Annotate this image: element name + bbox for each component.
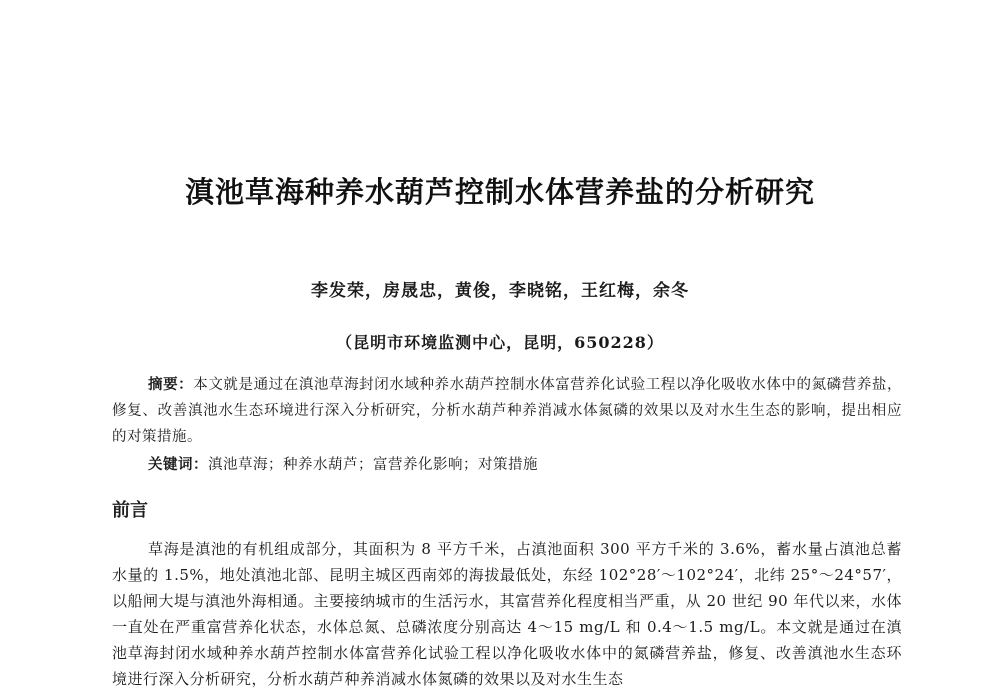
abstract-paragraph (112, 372, 902, 450)
keywords-text: 滇池草海；种养水葫芦；富营养化影响；对策措施 (208, 457, 538, 473)
paper-affiliation: （昆明市环境监测中心，昆明，650228） (336, 333, 664, 352)
preface-body-text: 草海是滇池的有机组成部分，其面积为 8 平方千米，占滇池面积 300 平方千米的 3.6%，蓄水量占滇池总蓄水量的 1.5%，地处滇池北部、昆明主城区西南郊的海拔最低处，东经 102°28′～102°24′，北纬 25°～24°57′，以船闸大堤与滇池外海相通。主要接纳城市的生活污水，其富营养化程度相当严重，从 20 世纪 90 年代以来，水体一直处在严重富营养化状态，水体总氮、总磷浓度分别高达 4～15 mg/L 和 0.4～1.5 mg/L。本文就是通过在滇池草海封闭水域种养水葫芦控制水体富营养化试验工程以净化吸收水体中的氮磷营养盐，修复、改善滇池水生态环境进行深入分析研究，分析水葫芦种养消减水体氮磷的效果以及对水生生态 (112, 540, 902, 688)
keywords-paragraph (112, 452, 938, 478)
paper-title: 滇池草海种养水葫芦控制水体营养盐的分析研究 (184, 175, 815, 209)
abstract-text: 本文就是通过在滇池草海封闭水域种养水葫芦控制水体富营养化试验工程以净化吸收水体中的氮磷营养盐，修复、改善滇池水生态环境进行深入分析研究，分析水葫芦种养消减水体氮磷的效果以及对水生生态的影响，提出相应的对策措施。 (112, 377, 903, 445)
abstract-label: 摘要： (148, 377, 194, 393)
paper-authors: 李发荣，房晟忠，黄俊，李晓铭，王红梅，余冬 (311, 281, 689, 301)
section-heading-preface: 前言 (112, 500, 148, 521)
keywords-label: 关键词： (148, 457, 208, 473)
